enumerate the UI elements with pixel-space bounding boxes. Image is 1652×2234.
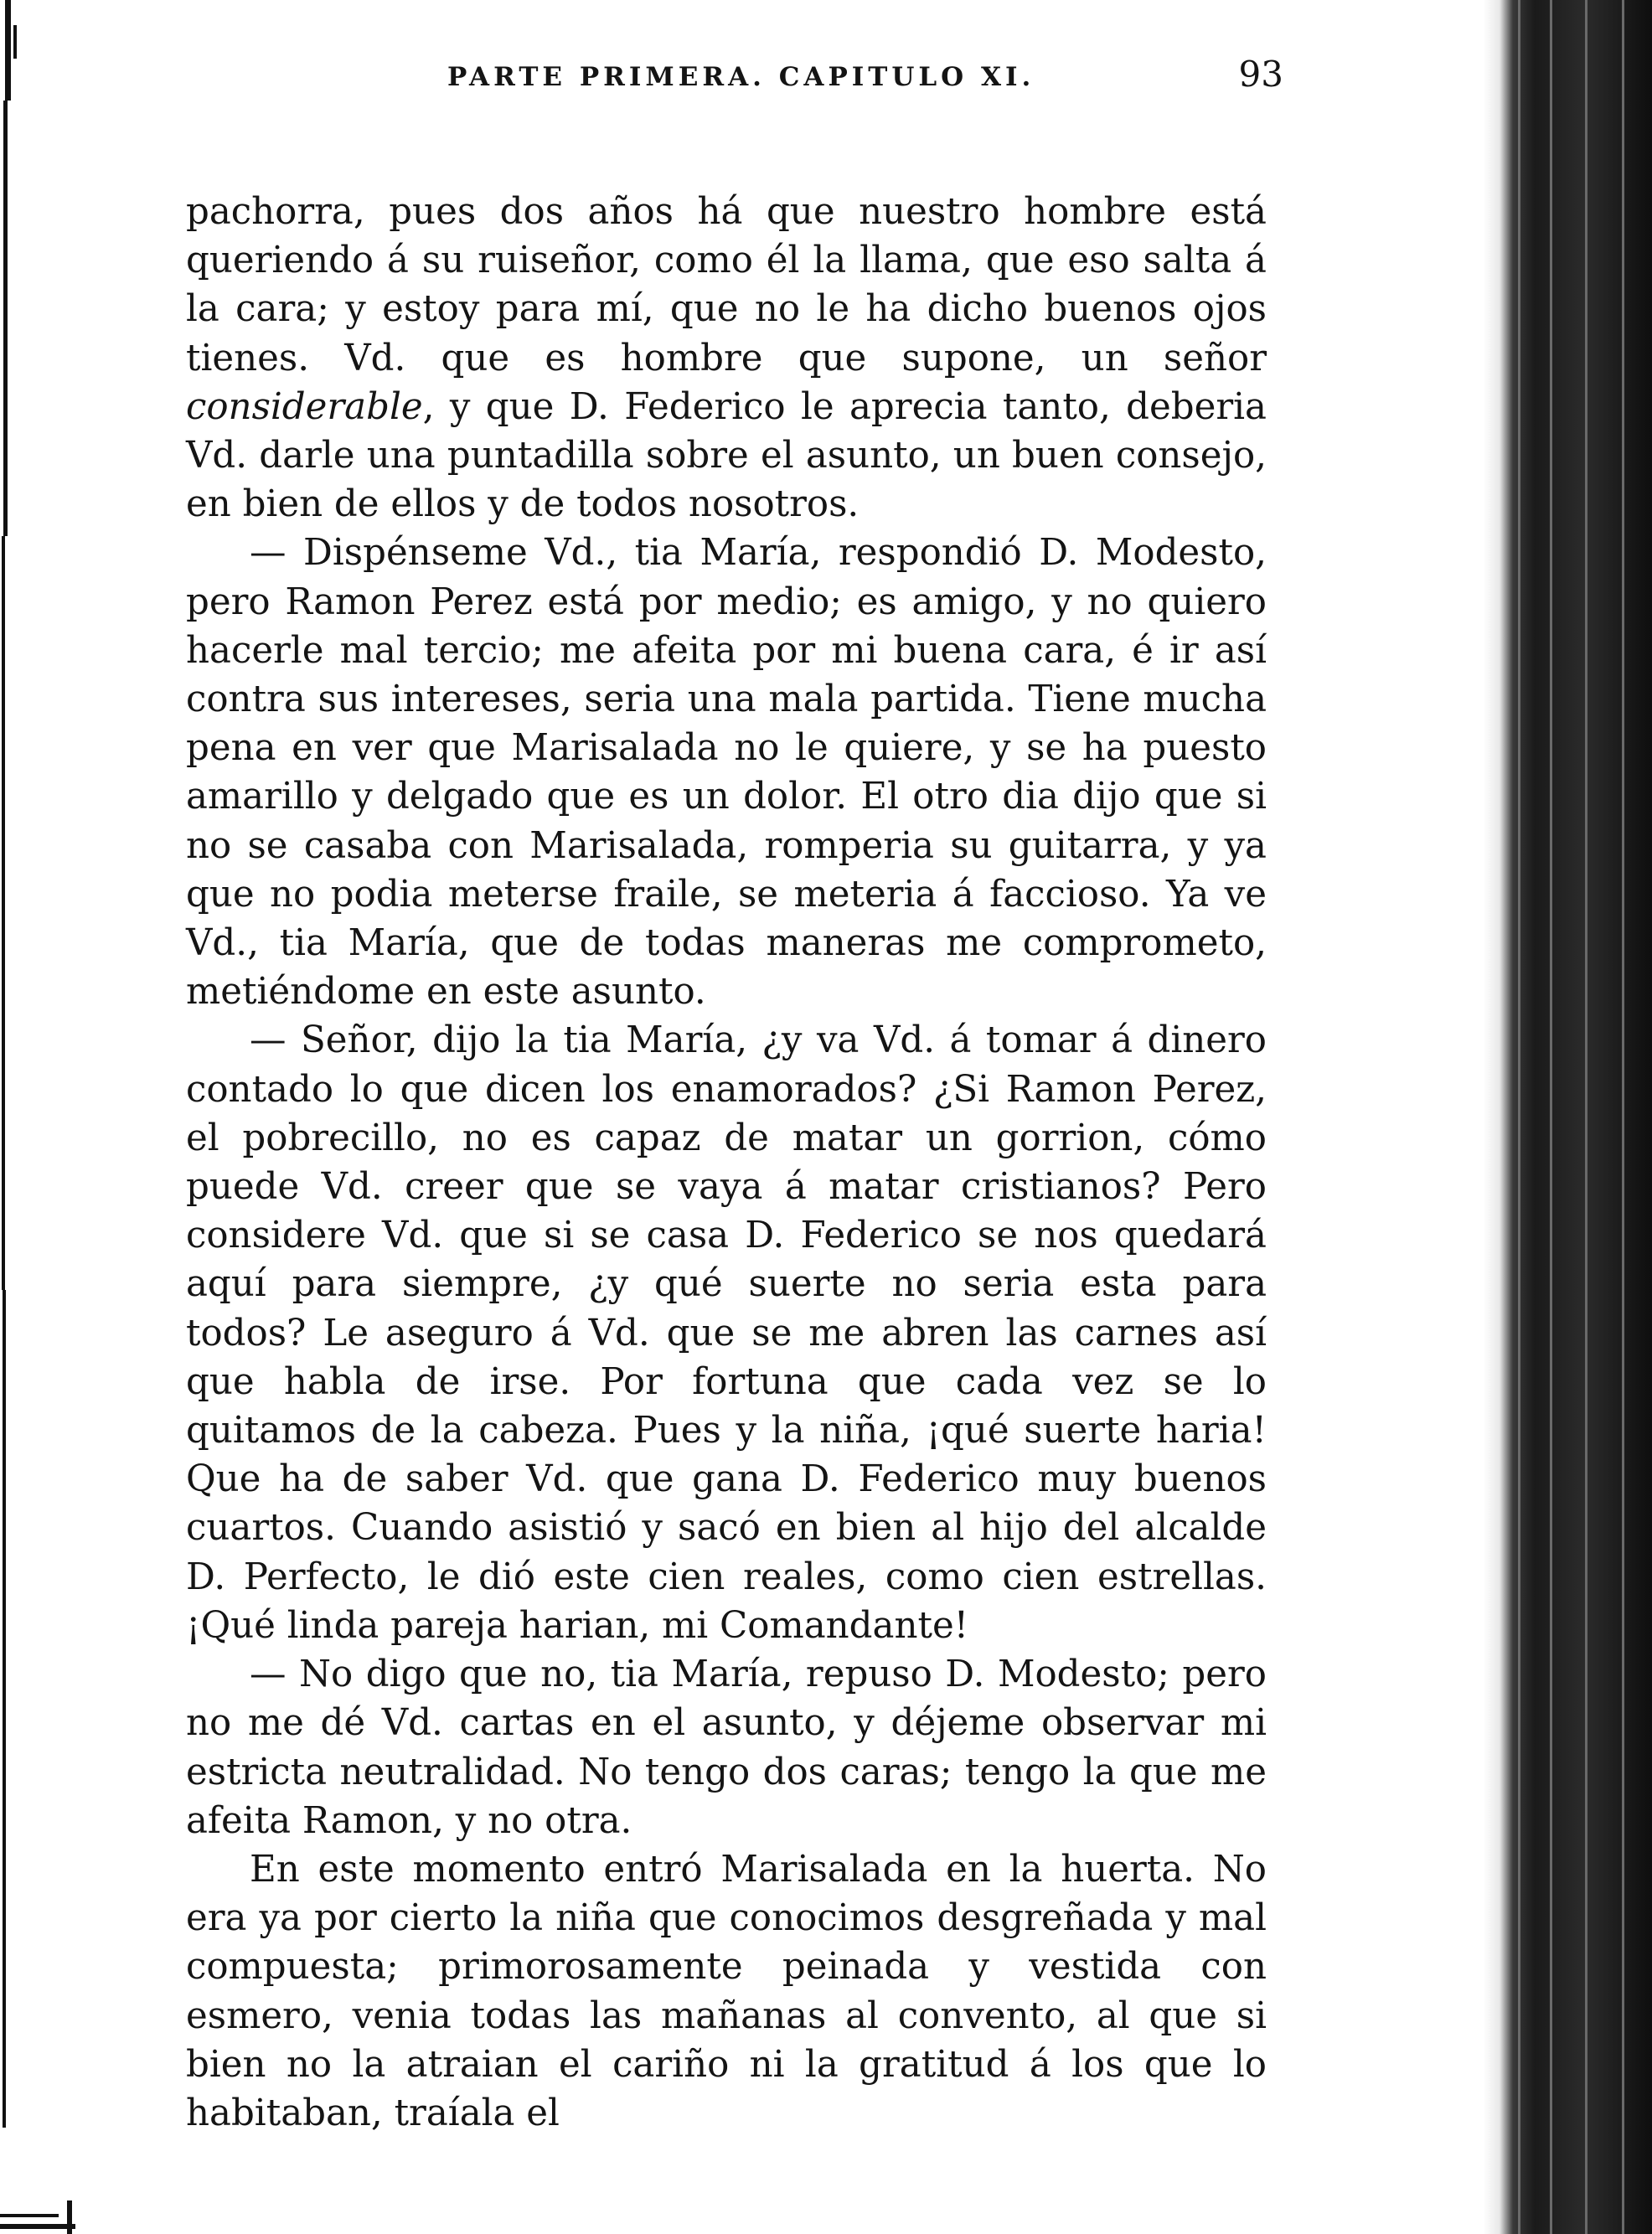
book-page <box>186 50 1283 2138</box>
page-number: 93 <box>1238 54 1283 95</box>
paragraph-3: — Señor, dijo la tia María, ¿y va Vd. á tomar á dinero contado lo que dicen los enamorados? ¿Si Ramon Perez, el pobrecillo, no es capaz de matar un gorrion, cómo puede Vd. creer que se vaya á matar cristianos? Pero considere Vd. que si se casa D. Federico se nos quedará aquí para siempre, ¿y qué suerte no seria esta para todos? Le aseguro á Vd. que se me abren las carnes así que habla de irse. Por fortuna que cada vez se lo quitamos de la cabeza. Pues y la niña, ¡qué suerte haria! Que ha de saber Vd. que gana D. Federico muy buenos cuartos. Cuando asistió y sacó en bien al hijo del alcalde D. Perfecto, le dió este cien reales, como cien estrellas. ¡Qué linda pareja harian, mi Comandante! <box>186 1019 1267 1647</box>
binding-edge <box>0 0 50 2234</box>
running-title: PARTE PRIMERA. CAPITULO XI. <box>447 62 1035 92</box>
scan-margin <box>1484 0 1652 2234</box>
paragraph-5: En este momento entró Marisalada en la huerta. No era ya por cierto la niña que conocimos desgreñada y mal compuesta; primorosamente peinada y vestida con esmero, venia todas las mañanas al convento, al que si bien no la atraian el cariño ni la gratitud á los que lo habitaban, traíala el <box>186 1848 1267 2134</box>
emphasis: considerable <box>186 385 423 428</box>
binding-mark <box>0 2200 75 2234</box>
paragraph-4: — No digo que no, tia María, repuso D. Modesto; pero no me dé Vd. cartas en el asunto, y déjeme observar mi estricta neutralidad. No tengo dos caras; tengo la que me afeita Ramon, y no otra. <box>186 1654 1267 1842</box>
body-text <box>186 188 1267 2138</box>
running-head <box>186 50 1283 101</box>
paragraph-2: — Dispénseme Vd., tia María, respondió D. Modesto, pero Ramon Perez está por medio; es amigo, y no quiero hacerle mal tercio; me afeita por mi buena cara, é ir así contra sus intereses, seria una mala partida. Tiene mucha pena en ver que Marisalada no le quiere, y se ha puesto amarillo y delgado que es un dolor. El otro dia dijo que si no se casaba con Marisalada, romperia su guitarra, y ya que no podia meterse fraile, se meteria á faccioso. Ya ve Vd., tia María, que de todas maneras me comprometo, metiéndome en este asunto. <box>186 532 1267 1014</box>
paragraph-1: pachorra, pues dos años há que nuestro hombre está queriendo á su ruiseñor, como él la llama, que eso salta á la cara; y estoy para mí, que no le ha dicho buenos ojos tienes. Vd. que es hombre que supone, un señor considerable, y que D. Federico le aprecia tanto, deberia Vd. darle una puntadilla sobre el asunto, un buen consejo, en bien de ellos y de todos nosotros. <box>186 191 1267 526</box>
